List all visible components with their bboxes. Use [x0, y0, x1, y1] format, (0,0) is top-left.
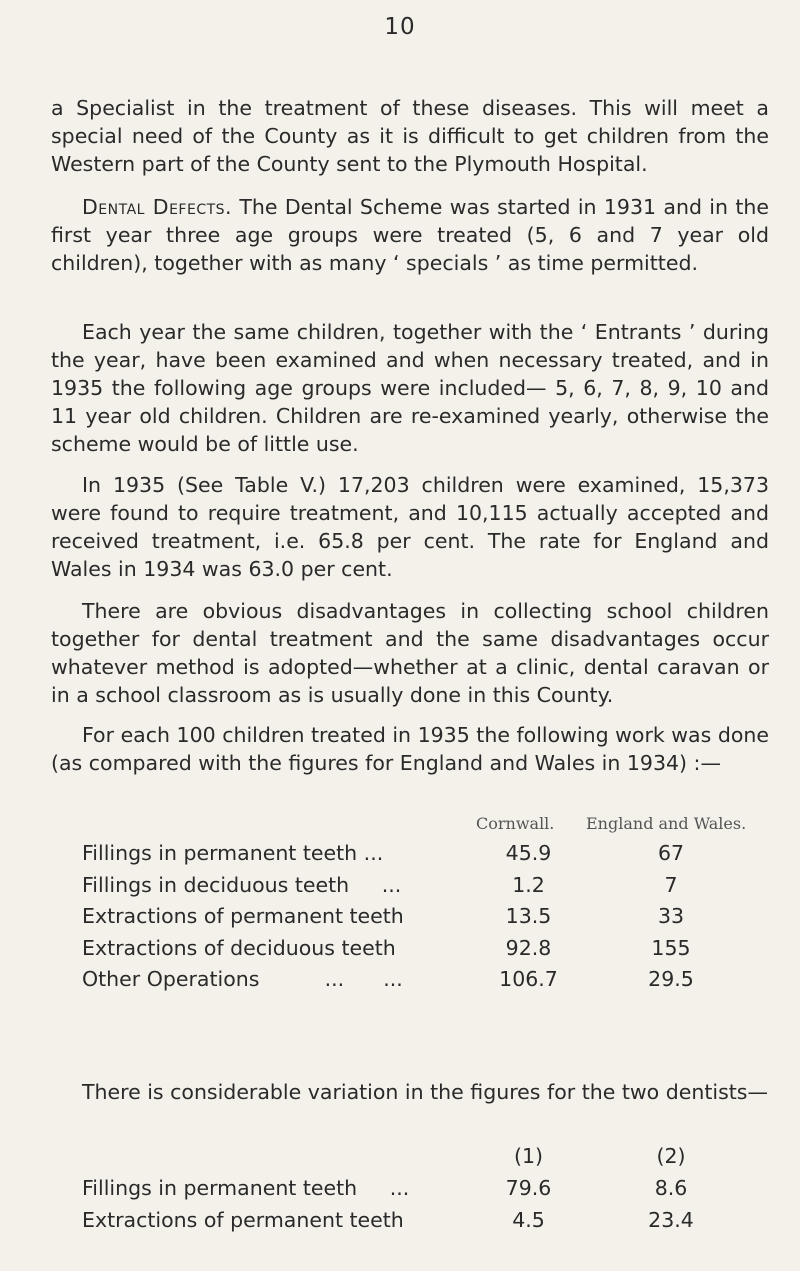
paragraph-1935-stats — [51, 471, 769, 583]
england-wales-value: 33 — [657, 904, 685, 928]
paragraph-work-done — [51, 721, 769, 777]
dentist-2-value: 23.4 — [648, 1207, 694, 1232]
dentist-1-value: 79.6 — [505, 1176, 552, 1200]
paragraph-text: a Specialist in the treatment of these diseases. This will meet a special need of the County as it is difficult to get children from the Western part of the County sent to the Plymouth Hospital. — [51, 96, 769, 176]
table-row — [51, 841, 769, 873]
paragraph-text: There is considerable variation in the figures for the two dentists— — [82, 1080, 768, 1104]
table-header-row — [51, 1144, 769, 1176]
england-wales-value: 29.5 — [648, 967, 694, 991]
paragraph-text: The Dental Scheme was started in 1931 and in the first year three age groups were treated (5, 6 and 7 year old children), together with as many ‘ specials ’ as time permitted. — [51, 195, 769, 275]
table-row — [51, 1176, 769, 1208]
paragraph-text: In 1935 (See Table V.) 17,203 children were examined, 15,373 were found to require treatment, and 10,115 actually accepted and received treatment, i.e. 65.8 per cent. The rate for England and Wales in 1934 was 63.0 per cent. — [51, 473, 769, 581]
table-row — [51, 1208, 769, 1240]
table-row — [51, 904, 769, 936]
cornwall-value: 13.5 — [505, 904, 552, 928]
column-header-england-wales: England and Wales. — [586, 814, 747, 833]
paragraph-text: Each year the same children, together with the ‘ Entrants ’ during the year, have been examined and when necessary treated, and in 1935 the following age groups were included— 5, 6, 7, 8, 9, 10 and 11 year old children. Children are re-examined yearly, otherwise the scheme would be of little use. — [51, 320, 769, 456]
dentist-2-value: 8.6 — [654, 1176, 688, 1200]
england-wales-value: 155 — [651, 935, 691, 960]
table-row — [51, 873, 769, 905]
column-header-dentist-2: (2) — [656, 1144, 686, 1168]
paragraph-specialist — [51, 94, 769, 178]
paragraph-text: There are obvious disadvantages in collecting school children together for dental treatment and the same disadvantages occur whatever method is adopted—whether at a clinic, dental caravan or in a school classroom as is usually done in this County. — [51, 599, 769, 707]
paragraph-disadvantages — [51, 597, 769, 709]
row-label: Extractions of permanent teeth — [82, 904, 404, 928]
paragraph-text: For each 100 children treated in 1935 the following work was done (as compared with the figures for England and Wales in 1934) :— — [51, 723, 769, 775]
table-header-row — [51, 810, 769, 841]
cornwall-value: 92.8 — [505, 935, 552, 960]
england-wales-value: 7 — [664, 872, 678, 897]
table-row — [51, 936, 769, 968]
row-label: Fillings in deciduous teeth ... — [82, 872, 402, 897]
paragraph-variation — [51, 1078, 769, 1106]
row-label: Fillings in permanent teeth ... — [82, 841, 384, 865]
column-header-cornwall: Cornwall. — [476, 814, 555, 833]
row-label: Fillings in permanent teeth ... — [82, 1176, 410, 1200]
cornwall-value: 1.2 — [512, 872, 545, 897]
section-heading: Dental Defects. — [82, 195, 233, 219]
column-header-dentist-1: (1) — [513, 1144, 544, 1168]
table-row — [51, 967, 769, 999]
page-number: 10 — [384, 14, 416, 40]
row-label: Extractions of permanent teeth — [82, 1207, 404, 1232]
paragraph-each-year — [51, 318, 769, 458]
row-label: Other Operations ... ... — [82, 967, 403, 991]
dentist-comparison-table — [51, 1144, 769, 1239]
paragraph-dental-defects — [51, 193, 769, 277]
cornwall-value: 106.7 — [499, 967, 558, 991]
dentist-1-value: 4.5 — [512, 1207, 545, 1232]
row-label: Extractions of deciduous teeth — [82, 935, 396, 960]
comparison-table — [51, 810, 769, 999]
england-wales-value: 67 — [657, 841, 685, 865]
cornwall-value: 45.9 — [505, 841, 552, 865]
